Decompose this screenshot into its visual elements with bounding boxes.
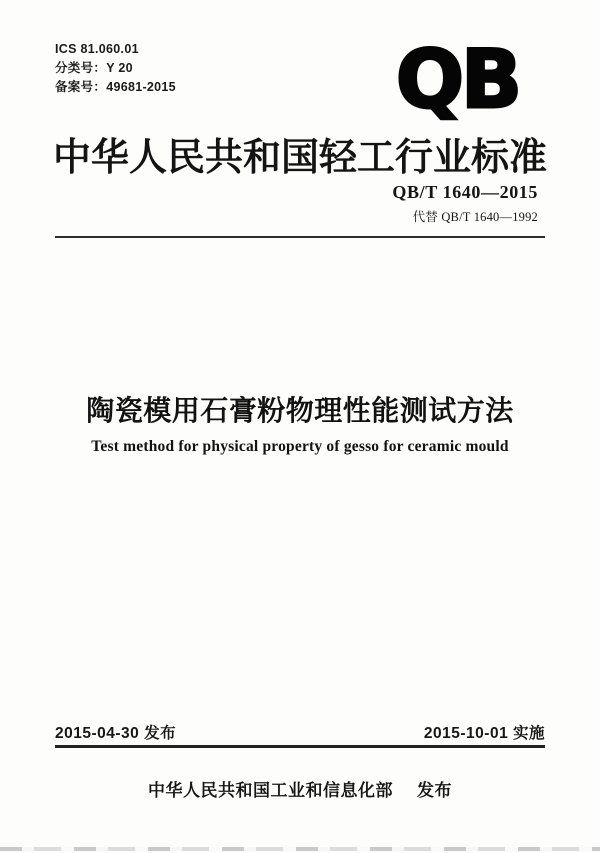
document-title-english: Test method for physical property of gesso for ceramic mould: [91, 438, 509, 455]
ics-code: ICS 81.060.01: [55, 42, 139, 56]
record-number: 备案号：49681-2015: [55, 80, 176, 94]
meta-block: [55, 40, 176, 97]
document-title-chinese: 陶瓷模用石膏粉物理性能测试方法: [86, 395, 514, 426]
replaced-standard: 代替 QB/T 1640—1992: [412, 210, 538, 224]
standard-number-block: [392, 182, 538, 225]
publish-label: 发布: [417, 781, 452, 800]
top-rule: [55, 236, 545, 238]
dates-row: [55, 721, 545, 743]
standard-number: QB/T 1640—2015: [392, 182, 538, 202]
standard-heading: 中华人民共和国轻工行业标准: [52, 137, 547, 179]
issue-date: 2015-04-30 发布: [55, 725, 177, 742]
qb-logo: QB: [396, 33, 519, 126]
classification-number: 分类号：Y 20: [55, 61, 133, 75]
publisher-row: [0, 776, 600, 801]
implement-date: 2015-10-01 实施: [423, 725, 545, 742]
bottom-rule: [55, 745, 545, 748]
publisher-name: 中华人民共和国工业和信息化部: [148, 781, 393, 800]
scan-edge-artifact: [0, 847, 600, 851]
